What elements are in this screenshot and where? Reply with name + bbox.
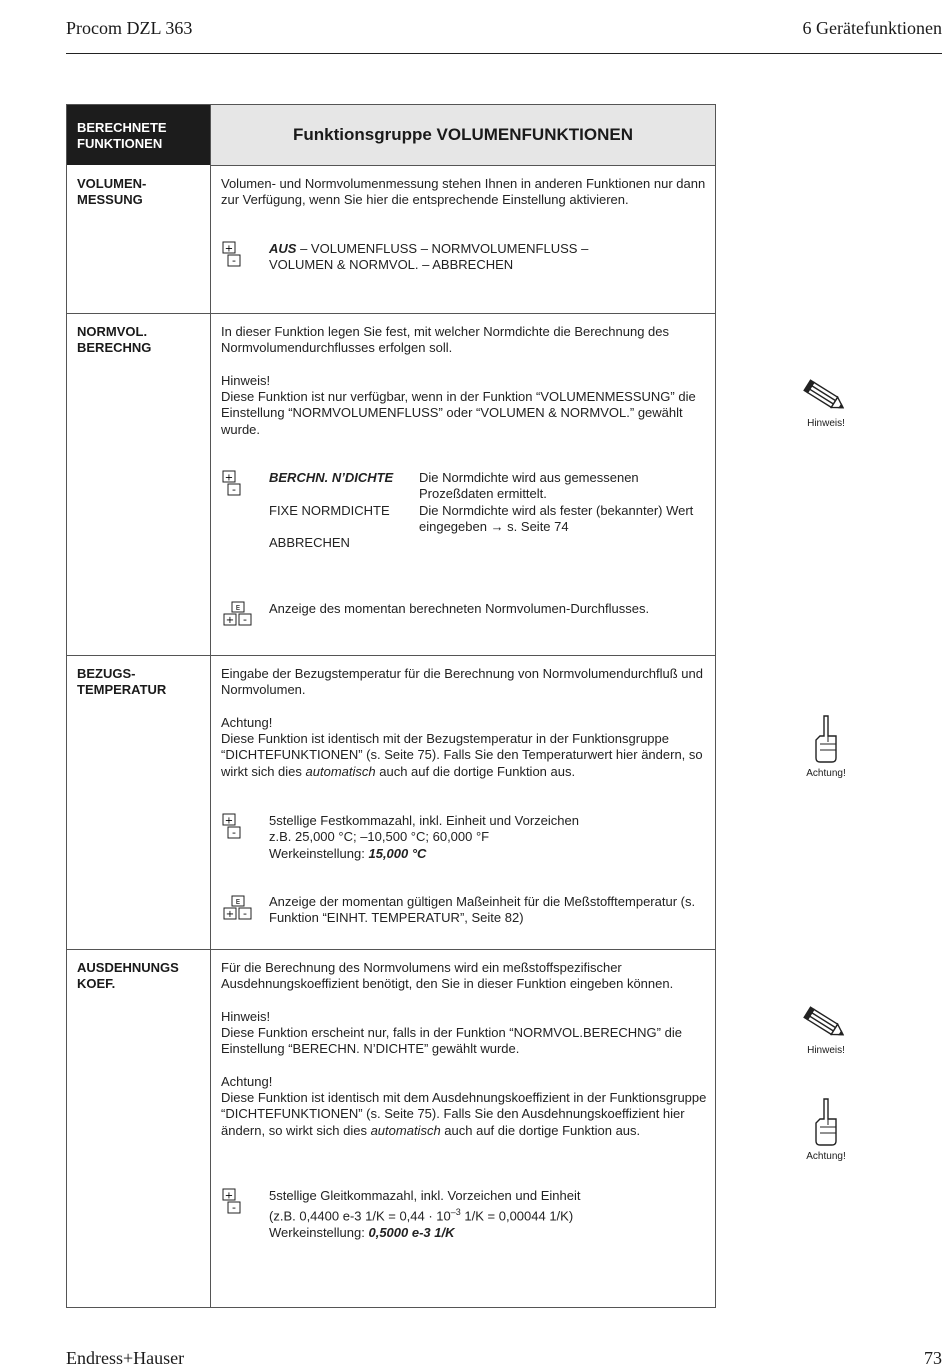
display-keys-icon	[222, 895, 254, 923]
input-spec	[269, 813, 579, 862]
plus-minus-keys-icon	[222, 241, 242, 269]
row-text: In dieser Funktion legen Sie fest, mit welcher Normdichte die Berechnung des Normvolumendurchflusses erfolgen soll.	[221, 324, 670, 356]
display-text: Anzeige der momentan gültigen Maßeinheit für die Meßstofftemperatur (s. Funktion “EINHT. TEMPERATUR”, Seite 82)	[269, 894, 696, 926]
note-text: Diese Funktion erscheint nur, falls in der Funktion “NORMVOL.BERECHNG” die Einstellung “BERECHN. N’DICHTE” gewählt wurde.	[221, 1025, 682, 1057]
input-example: (z.B. 0,4400 e-3 1/K = 0,44 · 10	[269, 1208, 451, 1224]
note-label: Hinweis!	[221, 1009, 271, 1024]
plus-minus-keys-icon	[222, 470, 242, 498]
row-name-ausdehnungs-koef: AUSDEHNUNGS KOEF.	[77, 960, 179, 991]
footer-brand: Endress+Hauser	[66, 1348, 185, 1368]
side-note-achtung	[790, 714, 862, 779]
display-text: Anzeige des momentan berechneten Normvolumen-Durchflusses.	[269, 601, 650, 616]
side-note-hinweis	[790, 1005, 862, 1056]
table-head-right: Funktionsgruppe VOLUMENFUNKTIONEN	[211, 105, 715, 166]
svg-text:+: +	[224, 815, 234, 827]
row-divider	[67, 949, 715, 950]
row-divider	[67, 655, 715, 656]
warning-text-emphasis: automatisch	[370, 1122, 441, 1138]
svg-text:E: E	[235, 898, 241, 906]
input-spec	[269, 1188, 580, 1241]
option-description: Die Normdichte wird aus gemessenen Prozeßdaten ermittelt.	[419, 470, 639, 502]
side-note-label: Hinweis!	[807, 1045, 845, 1056]
warning-text-part: Diese Funktion ist identisch mit dem Ausdehnungskoeffizient in der Funktionsgruppe “DICHTEFUNKTIONEN” (s. Seite 75). Falls Sie den Ausdehnungskoeffizient hier ändern, so wirkt sich dies	[221, 1090, 707, 1138]
svg-text:+: +	[225, 615, 235, 626]
document-title: Procom DZL 363	[66, 18, 193, 38]
svg-text:-: -	[232, 254, 236, 267]
svg-text:-: -	[232, 483, 236, 496]
function-table	[66, 104, 716, 1308]
warning-text	[221, 731, 707, 780]
option-text: VOLUMEN & NORMVOL. – ABBRECHEN	[269, 257, 514, 273]
header-rule	[66, 53, 942, 54]
table-head-left	[67, 105, 210, 165]
warning-label: Achtung!	[221, 1074, 273, 1089]
row-text: Eingabe der Bezugstemperatur für die Berechnung von Normvolumendurchfluß und Normvolumen.	[221, 666, 703, 698]
side-note-hinweis	[790, 378, 862, 429]
factory-setting-label: Werkeinstellung:	[269, 1224, 369, 1240]
svg-text:E: E	[235, 604, 241, 612]
plus-minus-keys-icon	[222, 1188, 242, 1216]
plus-minus-keys-icon	[222, 813, 242, 841]
svg-text:-: -	[243, 907, 247, 920]
row-name-bezugs-temperatur: BEZUGS- TEMPERATUR	[77, 666, 167, 697]
svg-text:+: +	[224, 1190, 234, 1202]
svg-text:+: +	[224, 243, 234, 255]
svg-text:+: +	[224, 472, 234, 484]
option-text: – VOLUMENFLUSS – NORMVOLUMENFLUSS –	[296, 241, 589, 256]
row-divider	[67, 313, 715, 314]
exponent: –3	[450, 1207, 461, 1218]
input-format: 5stellige Festkommazahl, inkl. Einheit und Vorzeichen	[269, 813, 579, 828]
row-text: Volumen- und Normvolumenmessung stehen Ihnen in anderen Funktionen nur dann zur Verfügung, wenn Sie hier die entsprechende Einstellung aktivieren.	[221, 176, 706, 208]
note-label: Hinweis!	[221, 373, 271, 388]
warning-text-part: auch auf die dortige Funktion aus.	[440, 1122, 641, 1138]
option-description: Die Normdichte wird als fester (bekannter) Wert eingegeben → s. Seite 74	[419, 503, 694, 535]
pointing-hand-icon	[810, 1097, 842, 1149]
input-example: z.B. 25,000 °C; –10,500 °C; 60,000 °F	[269, 829, 490, 845]
side-note-label: Hinweis!	[807, 418, 845, 429]
factory-setting-value: 0,5000 e-3 1/K	[368, 1224, 455, 1240]
pencil-note-icon	[802, 1005, 850, 1043]
warning-label: Achtung!	[221, 715, 273, 730]
display-keys-icon	[222, 601, 254, 629]
pencil-note-icon	[802, 378, 850, 416]
warning-text	[221, 1090, 707, 1139]
page-number: 73	[924, 1348, 942, 1368]
option-text: FIXE NORMDICHTE	[269, 503, 390, 518]
input-example: 1/K = 0,00044 1/K)	[460, 1208, 574, 1224]
warning-text-emphasis: automatisch	[305, 763, 376, 779]
svg-text:+: +	[225, 909, 235, 920]
side-note-label: Achtung!	[806, 1151, 846, 1162]
row-name-volumenmessung: VOLUMEN- MESSUNG	[77, 176, 147, 207]
column-divider	[210, 105, 211, 1307]
svg-text:-: -	[232, 826, 236, 839]
row-text: Für die Berechnung des Normvolumens wird ein meßstoffspezifischer Ausdehnungskoeffizient benötigt, den Sie in dieser Funktion eingeben können.	[221, 960, 674, 992]
table-head-left-label: BERECHNETE FUNKTIONEN	[77, 120, 167, 151]
warning-text-part: Diese Funktion ist identisch mit der Bezugstemperatur in der Funktionsgruppe “DICHTEFUNKTIONEN” (s. Seite 75). Falls Sie den Temperaturwert hier ändern, so wirkt sich dies	[221, 731, 703, 779]
chapter-title: 6 Gerätefunktionen	[802, 18, 942, 38]
warning-text-part: auch auf die dortige Funktion aus.	[375, 763, 576, 779]
svg-text:-: -	[243, 613, 247, 626]
svg-text:-: -	[232, 1201, 236, 1214]
pointing-hand-icon	[810, 714, 842, 766]
input-format: 5stellige Gleitkommazahl, inkl. Vorzeichen und Einheit	[269, 1188, 581, 1203]
default-option: AUS	[269, 241, 297, 256]
factory-setting-value: 15,000 °C	[368, 845, 427, 861]
option-text: ABBRECHEN	[269, 535, 350, 550]
side-note-label: Achtung!	[806, 768, 846, 779]
factory-setting-label: Werkeinstellung:	[269, 845, 369, 861]
side-note-achtung	[790, 1097, 862, 1162]
default-option: BERCHN. N’DICHTE	[269, 470, 394, 485]
row-name-normvol-berechng: NORMVOL. BERECHNG	[77, 324, 152, 355]
option-list	[269, 241, 588, 274]
note-text: Diese Funktion ist nur verfügbar, wenn in der Funktion “VOLUMENMESSUNG” die Einstellung “NORMVOLUMENFLUSS” oder “VOLUMEN & NORMVOL.” gewählt wurde.	[221, 389, 696, 437]
